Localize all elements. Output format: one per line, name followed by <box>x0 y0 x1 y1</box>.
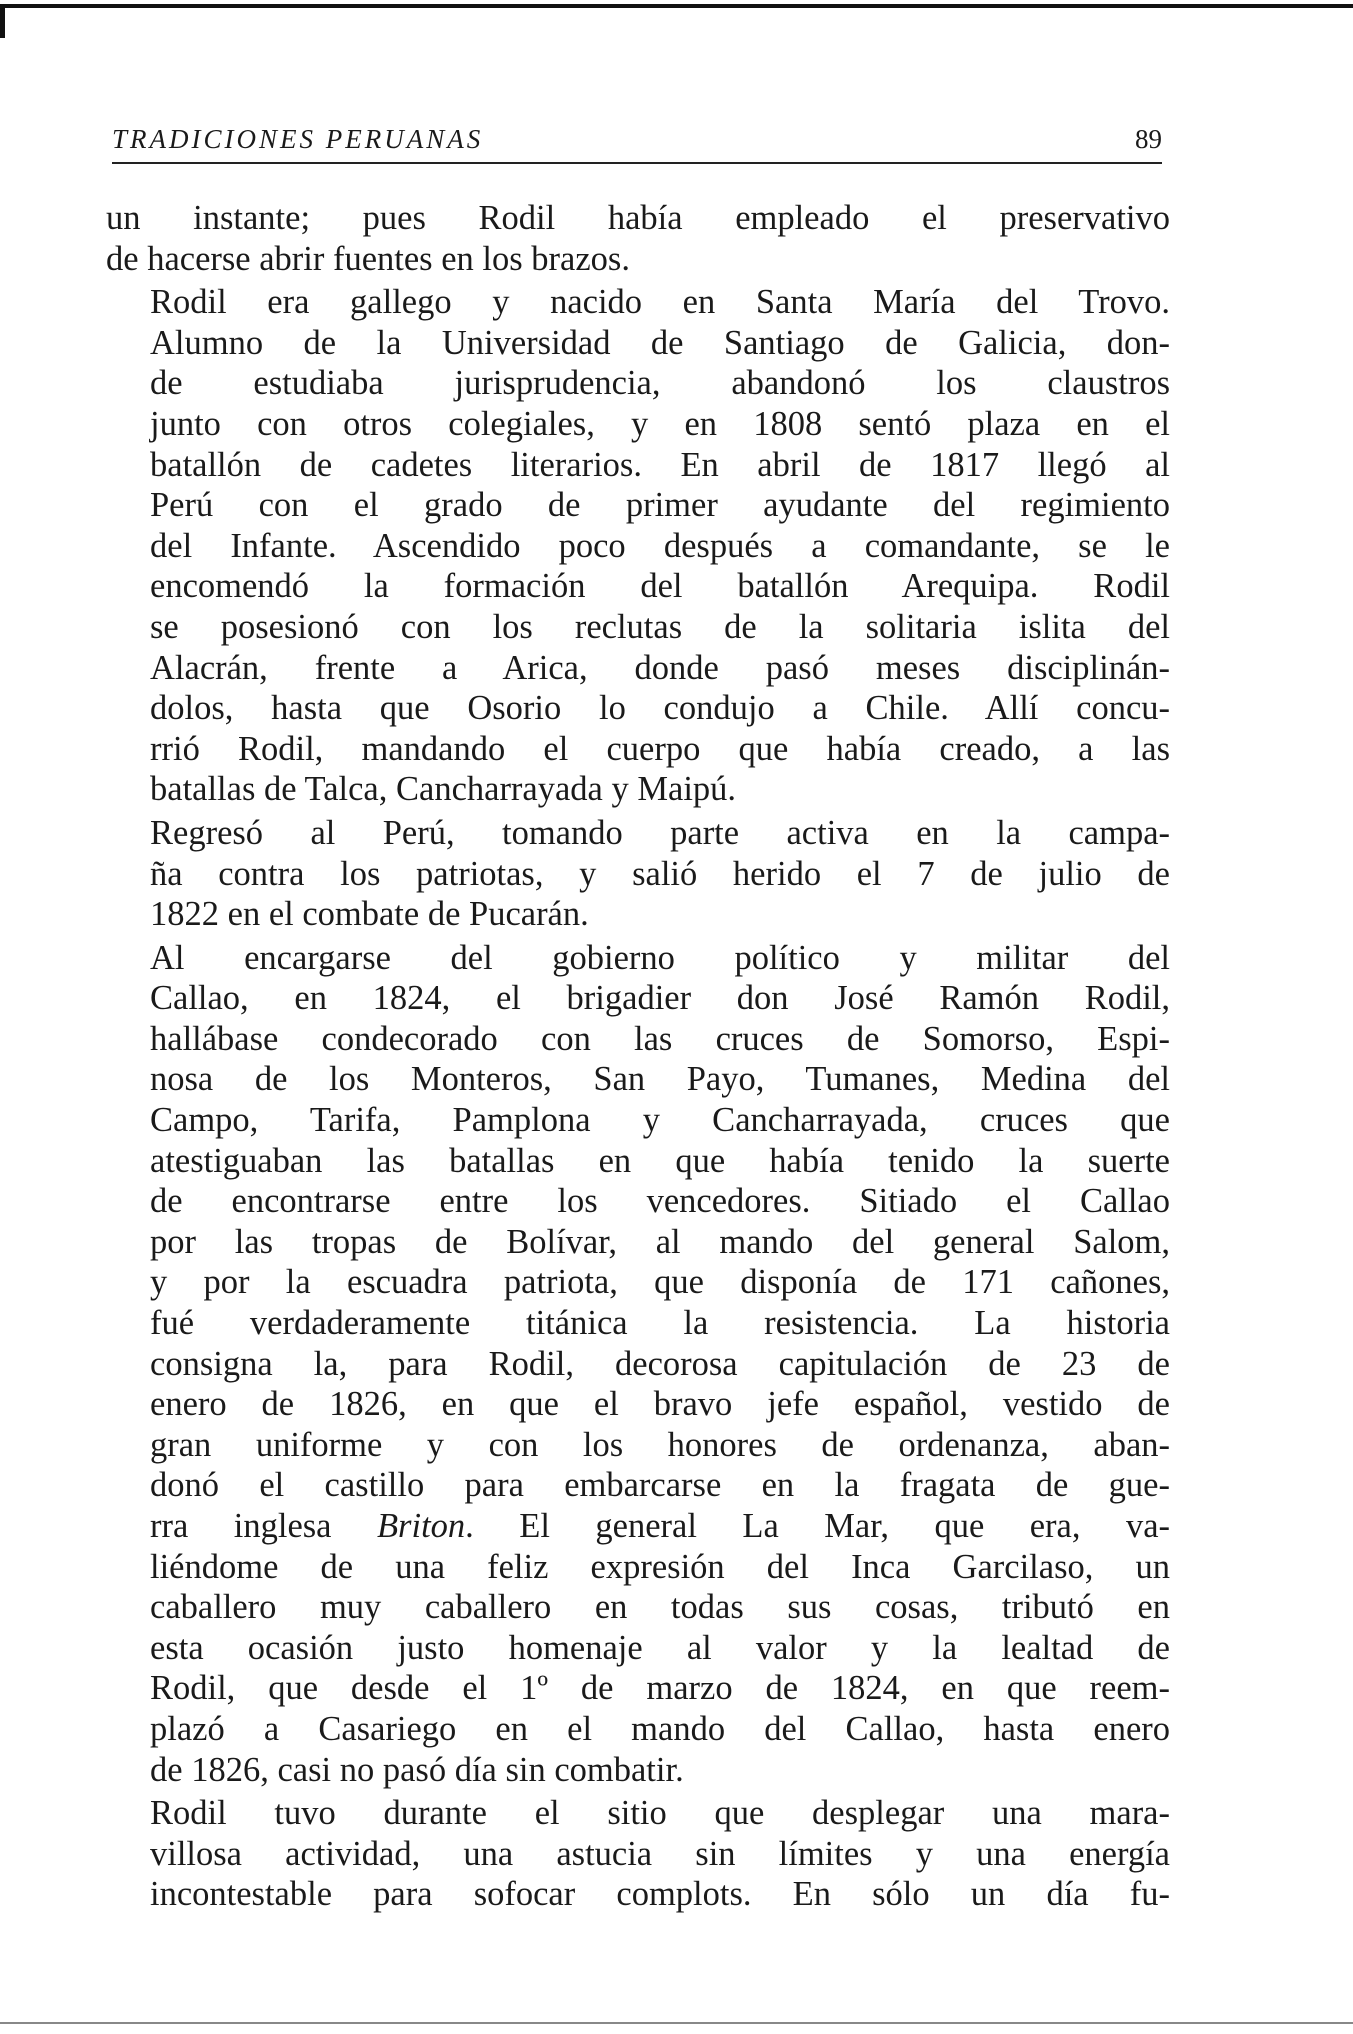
body-text <box>106 198 1170 1915</box>
text-line: Alacrán, frente a Arica, donde pasó meses disciplinán- <box>150 648 1170 687</box>
text-line: Perú con el grado de primer ayudante del regimiento <box>150 486 1170 525</box>
text-line: fué verdaderamente titánica la resistencia. La historia <box>150 1304 1170 1343</box>
text-line: Rodil tuvo durante el sitio que desplegar una mara- <box>150 1794 1170 1833</box>
text-line: atestiguaban las batallas en que había tenido la suerte <box>150 1141 1170 1180</box>
text-line: Al encargarse del gobierno político y militar del <box>150 938 1170 977</box>
text-line: villosa actividad, una astucia sin límites y una energía <box>150 1834 1170 1873</box>
paragraph <box>106 938 1170 1790</box>
text-line: incontestable para sofocar complots. En sólo un día fu- <box>150 1875 1170 1914</box>
text-line: junto con otros colegiales, y en 1808 sentó plaza en el <box>150 404 1170 443</box>
text-line: hallábase condecorado con las cruces de Somorso, Espi- <box>150 1019 1170 1058</box>
text-line: encomendó la formación del batallón Arequipa. Rodil <box>150 567 1170 606</box>
text-line-with-ship-name <box>106 1506 1170 1547</box>
text-segment: rra inglesa <box>150 1507 332 1545</box>
text-line: dolos, hasta que Osorio lo condujo a Chile. Allí concu- <box>150 689 1170 728</box>
text-line: batallón de cadetes literarios. En abril de 1817 llegó al <box>150 445 1170 484</box>
text-line: de hacerse abrir fuentes en los brazos. <box>106 239 630 278</box>
text-line: Regresó al Perú, tomando parte activa en la campa- <box>150 813 1170 852</box>
top-edge-rule <box>0 4 1353 8</box>
text-line: 1822 en el combate de Pucarán. <box>150 895 589 934</box>
text-line: Alumno de la Universidad de Santiago de Galicia, don- <box>150 323 1170 362</box>
text-segment: . El general La Mar, que era, va- <box>465 1507 1171 1545</box>
text-line: batallas de Talca, Cancharrayada y Maipú. <box>150 770 737 809</box>
text-line: esta ocasión justo homenaje al valor y la lealtad de <box>150 1628 1170 1667</box>
text-line: de 1826, casi no pasó día sin combatir. <box>150 1750 684 1789</box>
text-line: caballero muy caballero en todas sus cosas, tributó en <box>150 1588 1170 1627</box>
text-line: rrió Rodil, mandando el cuerpo que había creado, a las <box>150 729 1170 768</box>
text-line: de estudiaba jurisprudencia, abandonó los claustros <box>150 364 1170 403</box>
text-line: Rodil, que desde el 1º de marzo de 1824, en que reem- <box>150 1669 1170 1708</box>
running-header <box>112 122 1162 164</box>
text-line: nosa de los Monteros, San Payo, Tumanes, Medina del <box>150 1060 1170 1099</box>
text-line: Rodil era gallego y nacido en Santa María del Trovo. <box>150 283 1170 322</box>
text-line: gran uniforme y con los honores de ordenanza, aban- <box>150 1425 1170 1464</box>
text-line: consigna la, para Rodil, decorosa capitulación de 23 de <box>150 1344 1170 1383</box>
text-line: se posesionó con los reclutas de la solitaria islita del <box>150 607 1170 646</box>
bottom-edge-rule <box>0 2022 1353 2024</box>
text-line: por las tropas de Bolívar, al mando del general Salom, <box>150 1222 1170 1261</box>
text-line: donó el castillo para embarcarse en la fragata de gue- <box>150 1466 1170 1505</box>
text-line: enero de 1826, en que el bravo jefe español, vestido de <box>150 1385 1170 1424</box>
page-number: 89 <box>1135 124 1162 154</box>
paragraph <box>106 1793 1170 1915</box>
text-line: Callao, en 1824, el brigadier don José Ramón Rodil, <box>150 979 1170 1018</box>
paragraph <box>106 282 1170 810</box>
text-line: y por la escuadra patriota, que disponía de 171 cañones, <box>150 1263 1170 1302</box>
text-line: del Infante. Ascendido poco después a comandante, se le <box>150 526 1170 565</box>
text-line: un instante; pues Rodil había empleado el preservativo <box>106 199 1170 237</box>
text-line: plazó a Casariego en el mando del Callao, hasta enero <box>150 1709 1170 1748</box>
text-line: de encontrarse entre los vencedores. Sitiado el Callao <box>150 1182 1170 1221</box>
text-line: liéndome de una feliz expresión del Inca Garcilaso, un <box>150 1547 1170 1586</box>
top-left-edge-mark <box>0 4 5 38</box>
paragraph <box>106 198 1170 279</box>
text-line: ña contra los patriotas, y salió herido el 7 de julio de <box>150 854 1170 893</box>
ship-name: Briton <box>376 1507 466 1545</box>
paragraph <box>106 813 1170 935</box>
running-title: TRADICIONES PERUANAS <box>112 124 484 154</box>
text-line: Campo, Tarifa, Pamplona y Cancharrayada, cruces que <box>150 1101 1170 1140</box>
